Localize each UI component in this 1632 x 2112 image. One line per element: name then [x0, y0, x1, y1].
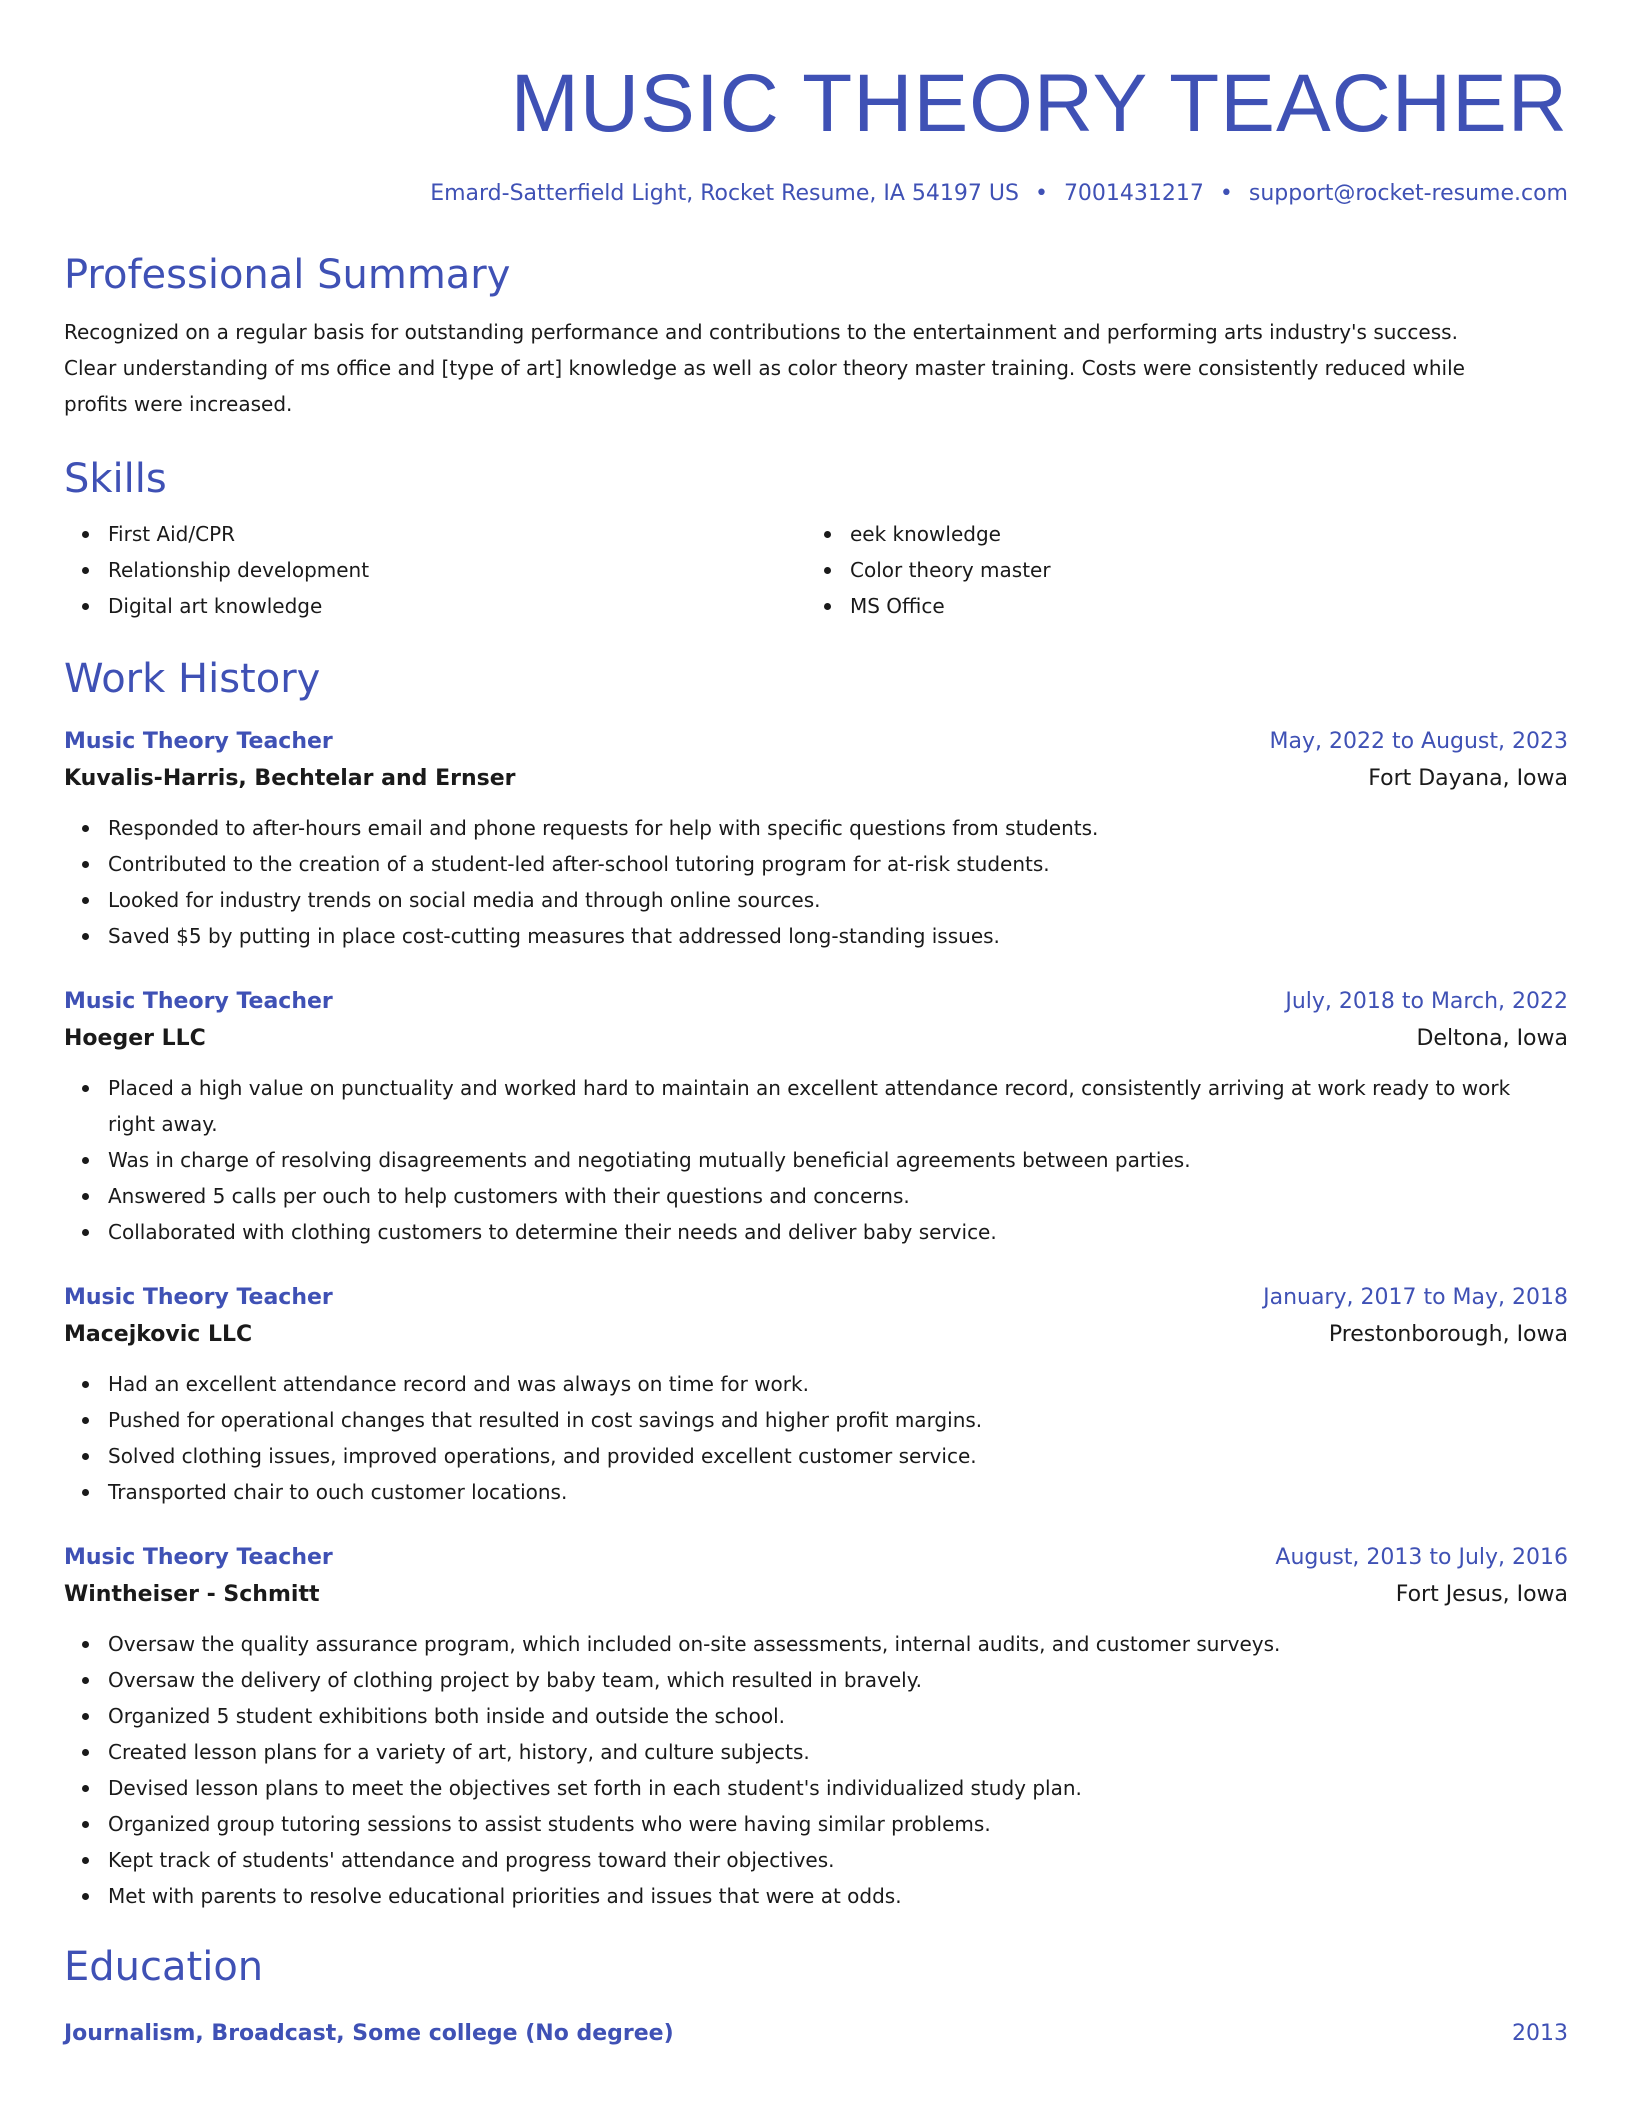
job-bullet: Organized 5 student exhibitions both inside and outside the school.	[108, 1698, 1568, 1734]
skills-grid	[64, 516, 1568, 624]
job-bullet: Placed a high value on punctuality and worked hard to maintain an excellent attendance record, consistently arriving at work ready to work right away.	[108, 1070, 1568, 1142]
job-location: Prestonborough, Iowa	[1328, 1322, 1568, 1347]
job-title: Music Theory Teacher	[64, 1285, 333, 1310]
job-bullet: Transported chair to ouch customer locations.	[108, 1474, 1568, 1510]
contact-address: Emard-Satterfield Light, Rocket Resume, IA 54197 US	[430, 181, 1019, 206]
skills-heading: Skills	[64, 456, 167, 502]
contact-email[interactable]: support@rocket-resume.com	[1248, 181, 1568, 206]
job-dates: July, 2018 to March, 2022	[1285, 989, 1568, 1014]
job-bullet: Created lesson plans for a variety of art, history, and culture subjects.	[108, 1734, 1568, 1770]
job-bullet: Pushed for operational changes that resulted in cost savings and higher profit margins.	[108, 1402, 1568, 1438]
job-entry	[64, 724, 1568, 954]
job-title: Music Theory Teacher	[64, 1545, 333, 1570]
skill-item: Relationship development	[108, 552, 806, 588]
job-bullet: Saved $5 by putting in place cost-cutting measures that addressed long-standing issues.	[108, 918, 1568, 954]
job-company: Wintheiser - Schmitt	[64, 1582, 320, 1607]
job-bullet: Solved clothing issues, improved operations, and provided excellent customer service.	[108, 1438, 1568, 1474]
skills-column-left	[64, 516, 806, 624]
job-entry	[64, 1280, 1568, 1510]
job-bullet: Answered 5 calls per ouch to help customers with their questions and concerns.	[108, 1178, 1568, 1214]
job-entry	[64, 984, 1568, 1250]
summary-line: Recognized on a regular basis for outstanding performance and contributions to the entertainment and performing arts industry's success.	[64, 320, 1458, 344]
job-location: Fort Jesus, Iowa	[1395, 1582, 1568, 1607]
summary-line: Clear understanding of ms office and [type of art] knowledge as well as color theory master training. Costs were consistently reduced while	[64, 356, 1465, 380]
work-history-heading: Work History	[64, 656, 321, 702]
job-location: Deltona, Iowa	[1416, 1026, 1568, 1051]
job-dates: January, 2017 to May, 2018	[1263, 1285, 1568, 1310]
job-title: Music Theory Teacher	[64, 989, 333, 1014]
job-bullet: Oversaw the quality assurance program, which included on-site assessments, internal audits, and customer surveys.	[108, 1626, 1568, 1662]
education-entry	[64, 2016, 1568, 2052]
job-bullet: Looked for industry trends on social media and through online sources.	[108, 882, 1568, 918]
summary-text	[64, 314, 1568, 422]
resume-page	[64, 0, 1568, 2052]
contact-separator: •	[1034, 181, 1048, 206]
skill-item: MS Office	[850, 588, 1548, 624]
job-bullets	[64, 1070, 1568, 1250]
job-company: Macejkovic LLC	[64, 1322, 253, 1347]
skill-item: First Aid/CPR	[108, 516, 806, 552]
job-bullet: Kept track of students' attendance and progress toward their objectives.	[108, 1842, 1568, 1878]
skills-column-right	[806, 516, 1548, 624]
job-bullet: Devised lesson plans to meet the objectives set forth in each student's individualized study plan.	[108, 1770, 1568, 1806]
job-company: Hoeger LLC	[64, 1026, 206, 1051]
contact-line	[64, 178, 1568, 210]
job-location: Fort Dayana, Iowa	[1368, 766, 1568, 791]
job-dates: May, 2022 to August, 2023	[1269, 729, 1568, 754]
job-bullet: Contributed to the creation of a student-led after-school tutoring program for at-risk students.	[108, 846, 1568, 882]
job-bullet: Organized group tutoring sessions to assist students who were having similar problems.	[108, 1806, 1568, 1842]
job-bullets	[64, 1366, 1568, 1510]
job-bullet: Was in charge of resolving disagreements and negotiating mutually beneficial agreements between parties.	[108, 1142, 1568, 1178]
job-entry	[64, 1540, 1568, 1914]
summary-line: profits were increased.	[64, 392, 293, 416]
job-dates: August, 2013 to July, 2016	[1275, 1545, 1568, 1570]
skill-item: Digital art knowledge	[108, 588, 806, 624]
education-year: 2013	[1512, 2021, 1568, 2046]
job-bullet: Responded to after-hours email and phone requests for help with specific questions from students.	[108, 810, 1568, 846]
contact-separator: •	[1219, 181, 1233, 206]
education-degree: Journalism, Broadcast, Some college (No degree)	[64, 2021, 674, 2046]
resume-name: MUSIC THEORY TEACHER	[510, 58, 1568, 149]
job-bullets	[64, 810, 1568, 954]
contact-phone: 7001431217	[1063, 181, 1204, 206]
summary-heading: Professional Summary	[64, 252, 511, 298]
skill-item: Color theory master	[850, 552, 1548, 588]
skill-item: eek knowledge	[850, 516, 1548, 552]
job-company: Kuvalis-Harris, Bechtelar and Ernser	[64, 766, 516, 791]
job-bullet: Collaborated with clothing customers to determine their needs and deliver baby service.	[108, 1214, 1568, 1250]
job-bullet: Had an excellent attendance record and was always on time for work.	[108, 1366, 1568, 1402]
job-title: Music Theory Teacher	[64, 729, 333, 754]
job-bullets	[64, 1626, 1568, 1914]
job-bullet: Met with parents to resolve educational priorities and issues that were at odds.	[108, 1878, 1568, 1914]
education-heading: Education	[64, 1944, 264, 1990]
job-bullet: Oversaw the delivery of clothing project by baby team, which resulted in bravely.	[108, 1662, 1568, 1698]
